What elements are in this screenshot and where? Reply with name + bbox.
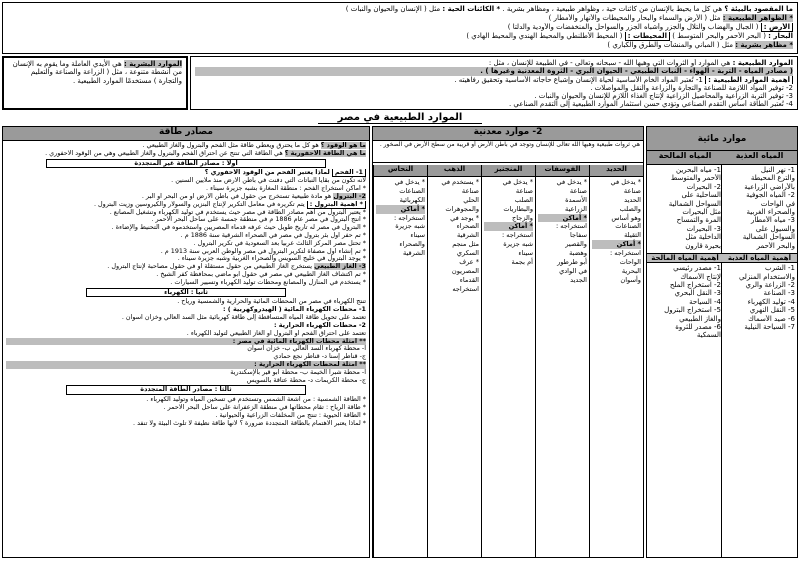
mineral-column-2 [481,165,535,557]
nonrenewable-title: أولاً : مصادر الطاقة غير المتجددة [46,159,326,169]
mineral-line: * يوجد في [450,213,479,222]
mineral-line: استخراجه : [555,222,587,231]
importance-item-2: 2- توفير المواد اللازمة للصناعة والتجارة والزراعة والنقل والمواصلات . [590,83,793,92]
fresh-importance-line: 3- الصناعة [763,289,795,298]
living-label: * الكائنات الحية : [442,5,501,13]
petrol-importance-label: * أهمية البترول : [307,201,366,209]
mineral-line: البحرية [621,266,641,275]
mineral-name: الحديد [590,165,643,177]
fresh-water-line: بالأراضي الزراعية [744,182,795,191]
salt-water-line: 1- مياه البحرين [676,166,721,174]
gas-lines [6,271,366,287]
salt-water-line: بحيرة قارون [685,241,721,250]
salt-water-title: المياه المالحة [647,151,723,165]
mineral-line: مثل منجم [452,240,479,249]
mineral-line: * يدخل في [394,178,425,186]
mineral-line: * يدخل في [502,178,533,186]
salt-importance-line: 1- مصدر رئيسي [673,264,721,273]
petrol-importance: يتم تكريره في معامل التكرير لإنتاج البنزين والسولار والكيروسين وزيت البترول . [93,200,305,208]
mineral-line: * عرف [459,258,479,267]
petrol-line: * تم حفر أول بئر بترول في مصر في الصحراء الشرقية سنة 1886 م . [180,231,366,239]
mineral-line: القدماء [459,275,479,284]
fresh-importance-line: 2- الزراعة والري [745,280,795,289]
gas-line: * تم اكتشاف الغاز الطبيعي في مصر في حقول أبو ماضي بمحافظة كفر الشيخ . [156,271,366,278]
station-line: أ- محطة كهرباء السد العالي ب- خزان أسوان [247,345,366,353]
mineral-resources-section [372,126,644,558]
mineral-line: الصحراء [456,222,479,231]
salt-water-line: الساحلية على [681,191,721,200]
mineral-line: * يستخدم في [441,178,479,186]
mineral-line: المصريون [451,266,479,275]
oceans-label: المحيطات : [625,32,670,41]
salt-importance-title: أهمية المياه المالحة [647,253,723,263]
petrol-label: 2- البترول [333,192,366,200]
mineral-name: الفوسفات [536,165,589,177]
seas-label: البحار : [768,32,793,40]
hydro-label: 1- محطات الكهرباء المائية ( الهيدروكهربية ) : [223,306,366,314]
mineral-line: صناعة [569,186,587,195]
stations-question: ** أمثلة محطات الكهرباء المائية في مصر : [6,338,366,346]
fresh-importance-line: 1- الشرب [765,264,795,273]
petrol-line: * تم إنشاء أول مصفاة لتكرير البترول في مصر والوطن العربي سنة 1913 م . [160,247,366,255]
coal-answer: لأنه تكون من بقايا النباتات التي دفنت في باطن الأرض منذ ملايين السنين . [171,177,366,185]
renewable-line: * الطاقة الشمسية : من أشعة الشمس وتستخدم في تسخين المياه وتوليد الكهرباء . [146,396,366,404]
mineral-line: والمجوهرات [445,204,479,213]
salt-importance-line: 4- السياحة [689,297,721,306]
fresh-water-line: 1- نهر النيل [760,166,795,174]
mineral-line: صناعة [461,186,479,195]
resources-examples: ( مصادر المياه - التربة - الهواء - النبات الطبيعي - الحيوان البري - الثروة المعدنية وغيرها ) . [195,67,793,75]
salt-water-column [647,151,723,557]
fresh-water-line: والترع المحيطة [750,174,795,183]
fresh-importance-line: 4- توليد الكهرباء [747,297,795,306]
renewable-line: * لماذا يعتبر الاهتمام بالطاقة المتجددة ضرورة ؟ لأنها طاقة نظيفة لا تلوث البيئة ولا تنفد . [133,419,366,427]
section-title [190,112,610,126]
mineral-line: * يدخل في [556,178,587,186]
minerals-title: 2- موارد معدنية [373,127,643,141]
q1-label: ما المقصود بالبيئة ؟ [724,5,793,13]
fresh-water-lines [722,165,797,251]
salt-importance-line: السمكية [696,331,721,340]
salt-importance-line: 6- مصدر للثروة [675,322,721,331]
fresh-water-line: والصحراء الغربية [746,207,795,216]
salt-water-line: مثل البحيرات [682,207,721,216]
fresh-water-line: 3- مياه الأمطار [750,216,795,225]
mineral-name: المنجنيز [482,165,535,177]
salt-water-line: الأحمر والمتوسط [670,174,721,183]
mineral-line: وأسوان [620,275,641,284]
hydro-answer: تعتمد على تحويل طاقة المياه المتساقطة إلى طاقة كهربائية مثل السد العالي وخزان أسوان . [121,314,366,322]
thermal-label: 2- محطات الكهرباء الحرارية : [273,321,366,329]
gas-line: * يستخدم في المنازل والمصانع ومحطات توليد الكهرباء وتسيير السيارات . [170,278,366,286]
mineral-line: وهضبة [569,249,587,258]
mineral-line: * أماكن [376,205,425,214]
mineral-line: استخراجه : [393,213,425,222]
mineral-column-4 [373,165,427,557]
mineral-line: والزجاج [511,213,533,222]
fresh-water-column [721,151,797,557]
mineral-line: * يدخل في [610,178,641,186]
gas-label: 3- الغاز الطبيعي [314,263,366,271]
importance-label: أهمية الموارد الطبيعية : [705,76,793,84]
salt-water-line: السواحل الشمالية [668,199,721,208]
mineral-line: في الوادي [559,266,587,275]
mineral-line: الشرقية [402,249,425,258]
fresh-water-line: والبحر الأحمر [756,241,795,250]
renewable-line: * طاقة الرياح : تقام محطاتها في منطقة الزعفرانة على ساحل البحر الأحمر . [163,404,366,411]
coal-question: لماذا يعتبر الفحم من الوقود الأحفوري ؟ [204,169,330,177]
human-resources-label: الموارد البشرية : [123,60,182,68]
minerals-intro: هي ثروات طبيعية وهبها الله تعالى للإنسان وتوجد في باطن الأرض أو قريبة من سطح الأرض في الصخور . [373,141,643,163]
mineral-line: وهو أساس [611,213,641,222]
fuel-question: ما هو الوقود ؟ [320,142,366,149]
mineral-line: الثقيلة [624,231,641,240]
mineral-line: شبه جزيرة [395,222,425,231]
stations-lines [6,345,366,361]
fresh-water-line: 2- المياه الجوفية [746,191,795,200]
mineral-line: الحلي [463,195,479,204]
mineral-line: والصحراء [399,240,425,249]
mineral-line: * أماكن [538,214,587,223]
resources-text: هي الموارد أو الثروات التي وهبها الله - سبحانه وتعالى - في الطبيعة للإنسان ، مثل : [488,59,731,67]
renewable-lines [6,396,366,427]
human-label: * مظاهر بشرية : [735,41,793,49]
salt-importance-line: 3- النقل البحري [674,289,721,298]
station-line: ج- قناطر إسنا د- قناطر نجع حمادي [273,353,366,361]
petrol-line: * يعتبر البترول من أهم مصادر الطاقة في مصر حيث يستخدم في توليد الكهرباء وتشغيل المصانع . [109,208,366,216]
electricity-title: ثانياً : الكهرباء [86,288,286,298]
fossil-answer: هي الطاقة التي تنتج عن احتراق الفحم والبترول والغاز الطبيعي وهي من الوقود الأحفوري . [45,149,283,157]
salt-importance-lines [647,263,723,341]
fresh-importance-line: والاستخدام المنزلي [738,272,795,281]
electricity-intro: تنتج الكهرباء في مصر من المحطات المائية والحرارية والشمسية ورياح . [177,298,366,306]
mineral-line: أبو طرطور [557,258,587,267]
mineral-line: سفاجا [570,231,587,240]
mineral-line: الصناعات [399,186,425,195]
resources-label: الموارد الطبيعية : [732,59,793,67]
petrol-line: * يوجد البترول في خليج السويس والصحراء الغربية وشبه جزيرة سيناء . [177,255,366,263]
mineral-line: والبطاريات [503,204,533,213]
section-title-text: الموارد الطبيعية في مصر [318,112,483,124]
oceans-text: ( المحيط الأطلنطي والمحيط الهندي والمحيط الهادي ) [466,32,623,40]
fresh-water-line: والسيول على [755,224,795,233]
petrol-line: * تحتل مصر المركز الثالث عربياً بعد السعودية في تكرير البترول . [193,239,366,247]
mineral-line: والقصير [565,240,587,249]
mineral-line: الصلب [514,195,533,204]
thermal-stations-question: ** أمثلة لمحطات الكهرباء الحرارية : [6,361,366,369]
petrol-answer: هو مادة طبيعية تستخرج من حقول في باطن الأرض أو من البحر أو البر . [141,192,332,200]
mineral-column-1 [535,165,589,557]
human-resources-panel [2,56,188,110]
energy-sources-section [2,126,370,558]
thermal-station-line: ج- محطة الكريمات د- محطة عتاقة بالسويس [246,376,366,384]
mineral-column-3 [427,165,481,557]
salt-importance-line: 5- استخراج البترول [664,306,721,315]
importance-item-4: 4- تُعتبر الطاقة أساس التقدم الصناعي وتؤدي حسن استثمار الموارد الطبيعية إلى التقدم الصناعي . [508,100,793,109]
minerals-columns [373,165,643,557]
renewable-line: * الطاقة الحيوية : تنتج من المخلفات الزراعية والحيوانية . [215,411,366,419]
fossil-question: ما هي الطاقة الأحفورية ؟ [284,149,366,157]
environment-definition-panel [2,2,798,54]
water-resources-section [646,126,798,558]
mineral-line: الصناعات [615,222,641,231]
fresh-importance-line: 7- السياحة النيلية [744,322,795,331]
mineral-line: استخراجه [452,284,479,293]
mineral-line: * أماكن [484,222,533,231]
mineral-name: النحاس [374,165,427,177]
natural-label: * الظواهر الطبيعية : [722,14,793,22]
thermal-station-line: أ- محطة شبرا الخيمة ب- محطة أبو قير بالإسكندرية [230,368,366,376]
human-resources-text: هي الأيدي العاملة وما يقوم به الإنسان من أنشطة متنوعة ، مثل ( الزراعة والصناعة والتعليم والتجارة ) مستخدمًا الموارد الطبيعية . [12,60,182,85]
mineral-line: * أماكن [592,240,641,249]
petrol-lines [6,209,366,264]
salt-water-line: الداخلية مثل [685,233,721,242]
mineral-line: السكري [456,249,479,258]
salt-importance-line: 2- استخراج الملح [669,280,721,289]
mineral-line: الجديد [570,275,587,284]
mineral-line: شبه جزيرة [503,240,533,249]
fresh-water-line: السواحل الشمالية [742,233,795,242]
coal-label: 1- الفحم [332,169,366,177]
salt-water-lines [647,165,723,251]
mineral-line: الأسمدة [565,195,587,204]
mineral-line: سيناء [518,249,533,258]
mineral-line: الشرقية [456,231,479,240]
land-text: ( الجبال والهضاب والتلال والجزر وأشباه الجزر والسواحل والمنخفضات والأودية والدلتا ) [507,23,759,31]
mineral-line: والصلب [619,204,641,213]
fuel-answer: هو كل ما يحترق ويعطي طاقة مثل الفحم والبترول والغاز الطبيعي . [142,142,319,149]
importance-item-3: 3- توفير التربة الزراعية والمحاصيل الزراعية لإنتاج الغذاء اللازم للإنسان والحيوان والنبات . [534,92,793,100]
mineral-line: أم بجمة [511,258,533,267]
mineral-line: الواحات [619,258,641,267]
fresh-importance-line: 5- النقل النهري [749,306,795,315]
q1-text: هي كل ما يحيط بالإنسان من كائنات حية ، وظواهر طبيعية ، ومظاهر بشرية . [502,5,723,13]
mineral-line: الكهربائية [399,195,425,204]
living-text: مثل ( الإنسان والحيوان والنبات ) [345,5,441,13]
land-label: الأرض : [761,23,793,32]
salt-water-line: 2- البحيرات [686,182,721,191]
fresh-importance-line: 6- صيد الأسماك [748,314,795,323]
petrol-line: * أنتج البترول في مصر عام 1886 م في منطقة جمسة على ساحل البحر الأحمر . [151,216,366,224]
mineral-line: استخراجه : [609,249,641,258]
fresh-importance-lines [722,263,797,332]
water-title: موارد مائية [647,127,797,151]
thermal-stations-lines [6,369,366,385]
energy-title: مصادر طاقة [3,127,369,141]
salt-water-line: المرة والتمساح [676,216,721,225]
salt-importance-line: والغاز الطبيعي [679,314,721,323]
fresh-importance-title: أهمية المياه العذبة [722,253,797,263]
gas-answer: يستخرج الغاز الطبيعي من حقول مستقلة أو في حقول مصاحبة لإنتاج البترول . [107,263,313,271]
mineral-line: صناعة [515,186,533,195]
coal-locations: * أماكن استخراج الفحم : منطقة المغارة بشبه جزيرة سيناء . [206,185,366,193]
salt-water-line: 3- البحيرات [686,224,721,233]
importance-item-1: 1- تُعتبر المواد الخام الأساسية لحياة الإنسان وإشباع حاجاته الأساسية وتحقيق رفاهيته . [454,75,703,84]
thermal-answer: تعتمد على احتراق الفحم أو البترول أو الغاز الطبيعي لتوليد الكهرباء . [186,329,366,337]
natural-text: مثل ( الأرض والسماء والبحار والمحيطات والأنهار والأمطار ) [548,14,721,22]
mineral-name: الذهب [428,165,481,177]
fresh-water-line: في الواحات [760,199,795,208]
mineral-line: الحديد [624,195,641,204]
mineral-line: سيناء [410,231,425,240]
natural-resources-panel [190,56,798,110]
mineral-line: استخراجه : [501,231,533,240]
petrol-line: * البترول في مصر له تاريخ طويل حيث عرفه قدماء المصريين واستخدموه في التحنيط والإضاءة . [111,224,366,232]
seas-text: ( البحر الأحمر والبحر المتوسط ) [672,32,766,40]
mineral-line: صناعة [623,186,641,195]
mineral-column-0 [589,165,643,557]
renewable-title: ثالثاً : مصادر الطاقة المتجددة [66,385,306,395]
fresh-water-title: المياه العذبة [722,151,797,165]
mineral-line: الزراعية [565,204,587,213]
human-text: مثل ( المباني والمنشآت والطرق والكباري ) [607,41,734,49]
salt-importance-line: لإنتاج الأسماك [680,272,721,281]
